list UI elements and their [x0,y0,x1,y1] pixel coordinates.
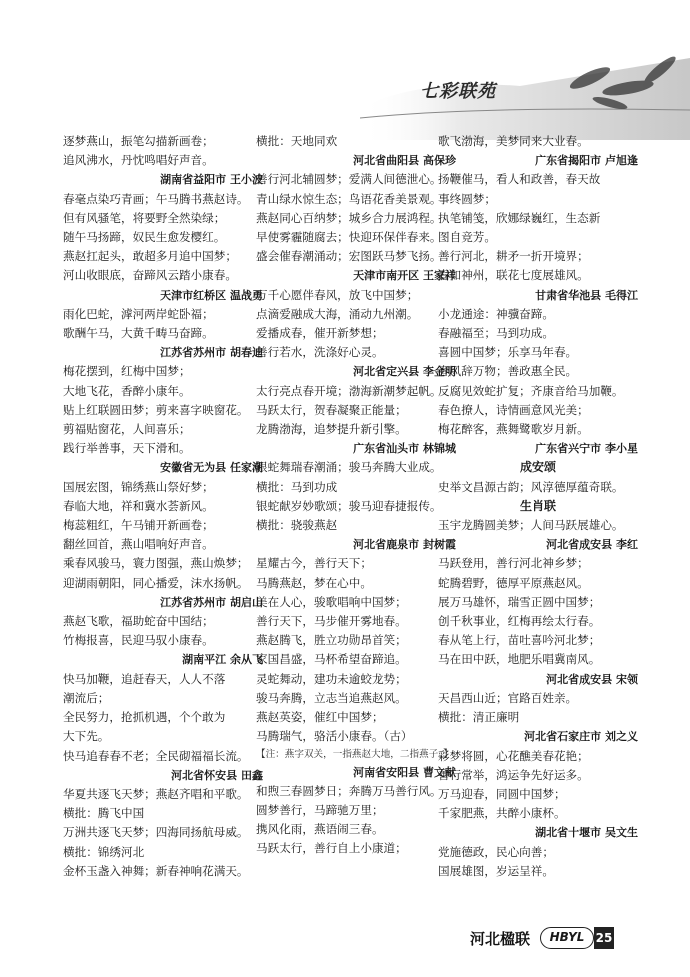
couplet-line: 但有风骚笔，将要野全然染绿； [63,210,226,225]
couplet-line: 随午马扬蹄，奴民生愈发樱红。 [63,230,226,245]
couplet-line: 快马追春春不老；全民砌福福长流。 [63,748,249,763]
couplet-line: 太行亮点春开境；渤海新潮梦起帆。 [256,383,442,398]
couplet-line: 携风化雨，燕语闹三春。 [256,822,384,837]
author-line: 广东省汕头市 林锦城 [353,442,456,456]
couplet-line: 马跃太行，善行自上小康道； [256,841,407,856]
couplet-line: 点滴爱融成大海，涌动九州潮。 [256,306,419,321]
couplet-line: 万马迎春，同圆中国梦； [438,786,566,801]
author-line: 湖北省十堰市 吴文生 [535,826,638,840]
couplet-line: 骏马奔腾，立志当追燕赵风。 [256,690,407,705]
author-line: 河北省曲阳县 高保珍 [353,154,456,168]
couplet-line: 歌酬午马，大黄千畴马奋蹄。 [63,326,214,341]
author-line: 广东省兴宁市 李小星 [535,442,638,456]
author-line: 河北省定兴县 李金明 [353,365,456,379]
couplet-line: 善行河北，耕矛一折开境界； [438,249,589,264]
couplet-line: 万洲共逐飞天梦；四海同扬航母威。 [63,825,249,840]
author-line: 甘肃省华池县 毛得江 [535,288,638,302]
author-line: 河北省成安县 宋领 [546,672,638,686]
column-3 [438,132,638,881]
couplet-line: 翻丝回首，燕山唱响好声音。 [63,537,214,552]
couplet-line: 爱播成春，催开新梦想； [256,326,384,341]
couplet-line: 歌飞渤海，美梦同来大业春。 [438,134,589,148]
couplet-line: 梅蕊粗红，午马铺开新画卷； [63,518,214,533]
couplet-line: 大地飞花，香醉小康年。 [63,383,191,398]
couplet-line: 彩梦将圆，心花醮美春花艳； [438,748,589,763]
couplet-line: 马在田中跃，地肥乐唱冀南风。 [438,652,601,667]
couplet-line: 横批：马到功成 [256,479,338,494]
couplet-line: 横批：锦绣河北 [63,844,145,859]
couplet-line: 扬鞭催马，看人和政善，春天故 [438,172,601,187]
couplet-line: 梅花摆到，红梅中国梦； [63,364,191,379]
author-line: 江苏省苏州市 胡春迪 [160,346,263,360]
couplet-line: 家国昌盛，马杯希望奋蹄追。 [256,652,407,667]
couplet-line: 迎湖雨朝阳，同心播爱，沫水扬帆。 [63,575,249,590]
couplet-line: 追风沸水，丹忱鸣唱好声音。 [63,153,214,168]
couplet-line: 春毫点染巧青画；午马腾书燕赵诗。 [63,191,249,206]
couplet-line: 快马加鞭，追赶春天，人人不落 [63,671,226,686]
couplet-line: 大下先。 [63,729,110,744]
couplet-line: 执笔铺笺，欣娜绿巍红，生态新 [438,210,601,225]
couplet-line: 春色撩人，诗情画意风光美； [438,402,589,417]
couplet-line: 喜圆中国梦；乐享马年春。 [438,345,578,360]
couplet-line: 龙腾渤海，追梦提升新引擎。 [256,422,407,437]
couplet-line: 春如神州，联花七度展雄风。 [438,268,589,283]
couplet-line: 蛇腾碧野，德厚平原燕赵风。 [438,575,589,590]
couplet-line: 燕赵扛起头，敢超多月追中国梦； [63,249,237,264]
couplet-line: 乘春风骏马，寰力图强，燕山焕梦； [63,556,249,571]
couplet-line: 反腐见效蛇扩复；齐康音给马加鞭。 [438,383,624,398]
couplet-line: 燕赵英姿，催红中国梦； [256,710,384,725]
couplet-line: 千家肥燕，共醉小康杯。 [438,806,566,821]
couplet-line: 小龙通途：神骥奋蹄。 [438,306,554,321]
couplet-line: 展万马雄怀，瑞雪正圆中国梦； [438,594,601,609]
author-line: 河北省鹿泉市 封树霞 [353,538,456,552]
couplet-line: 星耀古今，善行天下； [256,556,372,571]
couplet-line: 春风辞万物；善政惠全民。 [438,364,578,379]
couplet-line: 梅花醉客，燕舞鹭歌岁月新。 [438,422,589,437]
journal-name: 河北楹联 [470,930,531,948]
couplet-line: 雨化巴蛇，滹河两岸蛇卧福； [63,306,214,321]
couplet-line: 金杯玉盏入神舞；新春神响花满天。 [63,863,249,878]
couplet-line: 善行若水，洗涤好心灵。 [256,345,384,360]
couplet-line: 燕赵飞歌，福助蛇奋中国结； [63,614,214,629]
couplet-line: 燕赵腾飞，胜立功勋昂首笑； [256,633,407,648]
couplet-line: 马腾燕赵，梦在心中。 [256,575,372,590]
couplet-line: 横批：骁骏燕赵 [256,518,338,533]
couplet-line: 横批：清正廉明 [438,710,520,725]
author-line: 河北省成安县 李红 [546,538,638,552]
couplet-line: 和煦三春圆梦日；奔腾万马善行风。 [256,783,442,798]
couplet-line: 万千心愿伴春风，放飞中国梦； [256,287,419,302]
couplet-line: 马腾瑞气，骆活小康春。（古） [256,729,413,744]
couplet-line: 银蛇献岁妙歌颂；骏马迎春捷报传。 [256,498,442,513]
couplet-line: 党施德政，民心向善； [438,844,554,859]
author-line: 湖南平江 余从飞 [182,653,263,667]
column-1 [63,132,263,881]
couplet-line: 马跃太行，贺春凝聚正能量； [256,402,407,417]
couplet-line: 竹梅报喜，民迎马驭小康春。 [63,633,214,648]
author-line: 江苏省苏州市 胡启山 [160,595,263,609]
couplet-line: 贴上红联圆田梦；剪来喜字映窗花。 [63,402,249,417]
author-line: 河南省安阳县 曹文献 [353,765,456,779]
couplet-line: 灵蛇舞动，建功未逾蛟龙势； [256,671,407,686]
couplet-line: 践行举善事，天下滑和。 [63,441,191,456]
couplet-line: 春从笔上行，苗吐喜吟河北梦； [438,633,601,648]
section-banner [360,48,690,140]
couplet-line: 善行天下，马步催开雾地春。 [256,614,407,629]
couplet-line: 潮流后； [63,690,110,705]
couplet-line: 创千秋事业，红梅再绘太行春。 [438,614,601,629]
couplet-line: 逐梦燕山，振笔勾描新画卷； [63,134,214,148]
couplet-line: 盛会催春潮涌动；宏图跃马梦飞扬。 [256,249,442,264]
couplet-title: 生肖联 [519,498,556,513]
author-line: 天津市南开区 王家祥 [353,269,456,283]
section-title: 七彩联苑 [420,81,496,102]
couplet-line: 华夏共逐飞天梦；燕赵齐唱和平歌。 [63,786,249,801]
author-line: 广东省揭阳市 卢旭逢 [535,154,638,168]
couplet-line: 青山绿水惊生态；鸟语花香美景观。 [256,191,442,206]
column-2 [256,132,456,859]
couplet-line: 早使雾霾随腐去；快迎环保伴春来。 [256,230,442,245]
couplet-line: 图自竞芳。 [438,230,496,245]
couplet-line: 事终圆梦； [438,191,496,206]
couplet-line: 天昌西山近；官路百姓亲。 [438,690,578,705]
author-line: 河北省石家庄市 刘之义 [524,730,638,744]
couplet-line: 横批：腾飞中国 [63,806,145,821]
couplet-line: 玉宇龙腾圆美梦；人间马跃展雄心。 [438,518,624,533]
page-number: 25 [594,927,614,949]
couplet-line: 剪福贴窗花，人间喜乐； [63,422,191,437]
couplet-line: 燕赵同心百纳梦；城乡合力展鸿程。 [256,210,442,225]
journal-logo: HBYL [540,927,594,949]
couplet-line: 国展宏图，锦绣燕山祭好梦； [63,479,214,494]
couplet-line: 河山收眼底，奋蹄风云踏小康春。 [63,268,237,283]
couplet-line: 马跃登用，善行河北神乡梦； [438,556,589,571]
couplet-line: 史举文昌源古韵；风淳德厚蕴奇联。 [438,479,624,494]
author-line: 天津市红桥区 温战勇 [160,288,263,302]
couplet-line: 春临大地，祥和冀水荟新风。 [63,498,214,513]
couplet-line: 国展雄图，岁运呈祥。 [438,863,554,878]
couplet-line: 全民努力，抢抓机遇，个个敢为 [63,710,226,725]
couplet-line: 善行河北辅圆梦；爱满人间德泄心。 [256,172,442,187]
couplet-title: 成安颂 [519,460,556,475]
couplet-line: 圆梦善行，马蹄驰万里； [256,802,384,817]
couplet-line: 横批：天地同欢 [256,134,338,148]
couplet-line: 春融福至；马到功成。 [438,326,554,341]
author-line: 河北省怀安县 田鑫 [171,768,263,782]
couplet-line: 美在人心，骏歌唱响中国梦； [256,594,407,609]
author-line: 安徽省无为县 任家潮 [160,461,263,475]
couplet-line: 银蛇舞瑞春潮涌；骏马奔腾大业成。 [256,460,442,475]
couplet-line: 善行常举，鸿运争先好运多。 [438,767,589,782]
author-line: 湖南省益阳市 王小波 [160,173,263,187]
annotation-note: 【注：燕字双关，一指燕赵大地，二指燕子。】 [256,748,453,760]
